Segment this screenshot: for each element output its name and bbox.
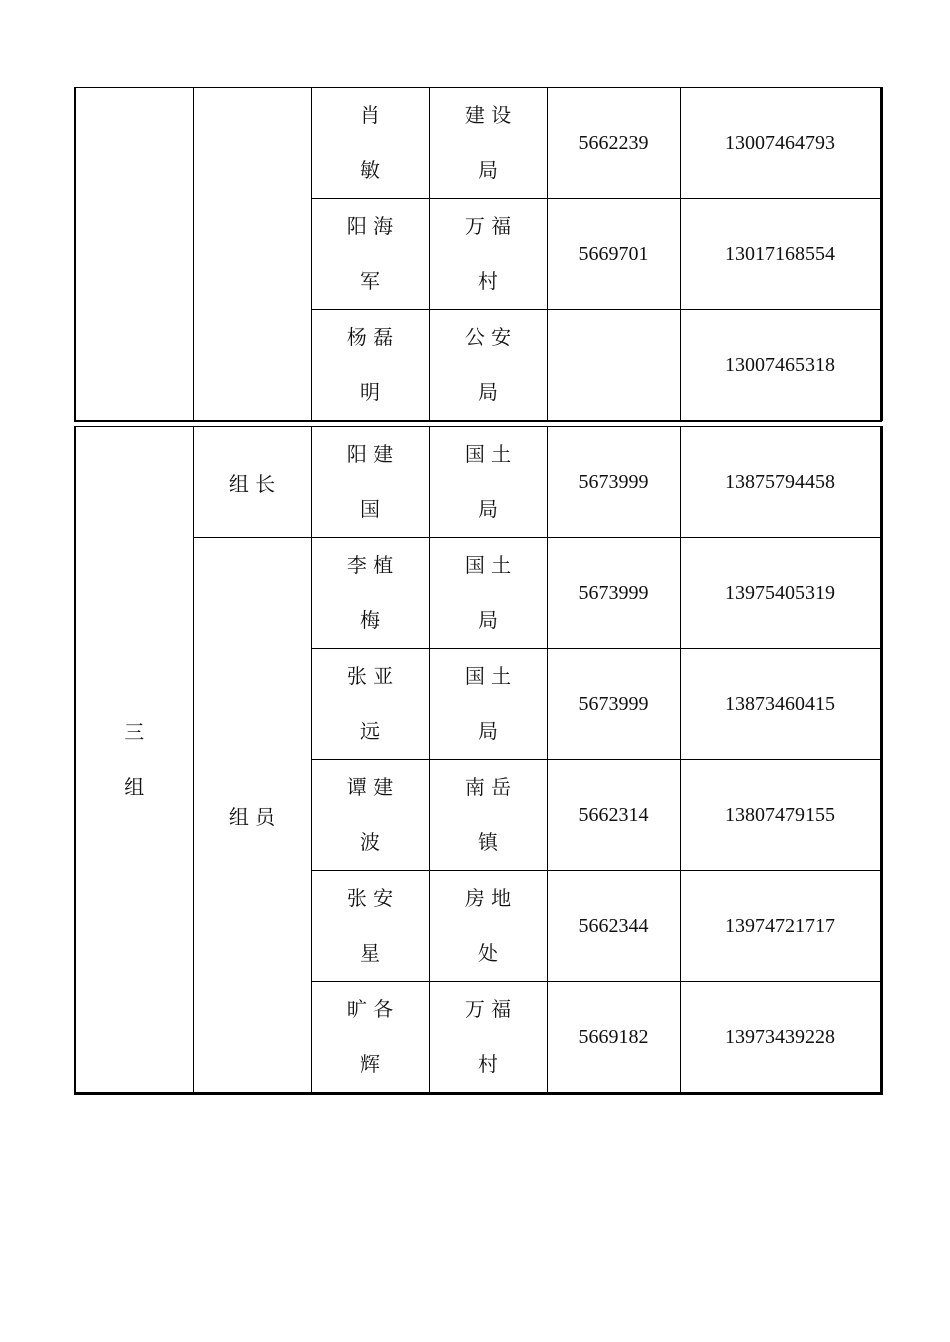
unit-line-1: 建 设 [464,103,512,127]
leader-role-cell: 组 长 [193,427,311,538]
name-line-2: 梅 [360,608,380,632]
unit-line-2: 处 [478,941,498,965]
contact-table-group-3 [74,426,883,1095]
group-label-line-2: 组 [124,774,145,799]
name-line-2: 敏 [360,158,380,182]
office-phone: 5669182 [547,982,680,1094]
name-cell [311,871,429,982]
unit-line-1: 南 岳 [464,775,512,799]
unit-line-1: 国 土 [464,553,512,577]
unit-line-1: 公 安 [464,325,512,349]
name-line-1: 旷 各 [346,997,394,1021]
name-line-1: 张 安 [346,886,394,910]
unit-line-1: 房 地 [464,886,512,910]
mobile-phone: 13873460415 [680,649,881,760]
unit-line-1: 国 土 [464,664,512,688]
group-label-line-1: 三 [124,719,145,744]
table-row-leader [75,427,881,538]
name-cell [311,88,429,199]
name-line-1: 阳 建 [346,442,394,466]
member-role-cell: 组 员 [193,538,311,1094]
mobile-phone: 13875794458 [680,427,881,538]
name-line-1: 肖 [360,103,380,127]
unit-cell [429,871,547,982]
mobile-phone: 13007464793 [680,88,881,199]
unit-line-1: 国 土 [464,442,512,466]
unit-line-2: 局 [478,719,498,743]
contact-table-continued [74,87,883,421]
name-line-2: 辉 [360,1052,380,1076]
unit-line-2: 村 [478,1052,498,1076]
mobile-phone: 13017168554 [680,199,881,310]
office-phone: 5673999 [547,427,680,538]
office-phone: 5662344 [547,871,680,982]
unit-cell [429,199,547,310]
unit-line-1: 万 福 [464,997,512,1021]
name-cell [311,649,429,760]
mobile-phone: 13807479155 [680,760,881,871]
table-row [75,88,881,199]
name-cell [311,760,429,871]
group-cell-empty [75,88,193,421]
role-cell-empty [193,88,311,421]
name-cell [311,427,429,538]
unit-cell [429,982,547,1094]
name-line-2: 明 [360,380,380,404]
unit-cell [429,649,547,760]
unit-cell [429,538,547,649]
unit-cell [429,760,547,871]
unit-line-2: 局 [478,158,498,182]
mobile-phone: 13975405319 [680,538,881,649]
name-line-1: 张 亚 [346,664,394,688]
name-cell [311,538,429,649]
unit-cell [429,427,547,538]
office-phone: 5673999 [547,649,680,760]
unit-line-2: 局 [478,608,498,632]
unit-line-2: 局 [478,380,498,404]
office-phone: 5669701 [547,199,680,310]
mobile-phone: 13007465318 [680,310,881,421]
name-line-2: 星 [360,941,380,965]
mobile-phone: 13974721717 [680,871,881,982]
table-row [75,538,881,649]
name-cell [311,982,429,1094]
name-line-1: 李 植 [346,553,394,577]
unit-line-2: 村 [478,269,498,293]
name-cell [311,199,429,310]
name-line-2: 国 [360,497,380,521]
unit-line-2: 局 [478,497,498,521]
office-phone [547,310,680,421]
unit-cell [429,310,547,421]
unit-cell [429,88,547,199]
name-line-2: 军 [360,269,380,293]
name-line-1: 阳 海 [346,214,394,238]
office-phone: 5662314 [547,760,680,871]
office-phone: 5662239 [547,88,680,199]
mobile-phone: 13973439228 [680,982,881,1094]
office-phone: 5673999 [547,538,680,649]
group-divider [74,421,882,422]
name-line-2: 波 [360,830,380,854]
name-line-1: 谭 建 [346,775,394,799]
unit-line-1: 万 福 [464,214,512,238]
name-line-2: 远 [360,719,380,743]
unit-line-2: 镇 [478,830,498,854]
group-label-cell [75,427,193,1094]
name-line-1: 杨 磊 [346,325,394,349]
name-cell [311,310,429,421]
